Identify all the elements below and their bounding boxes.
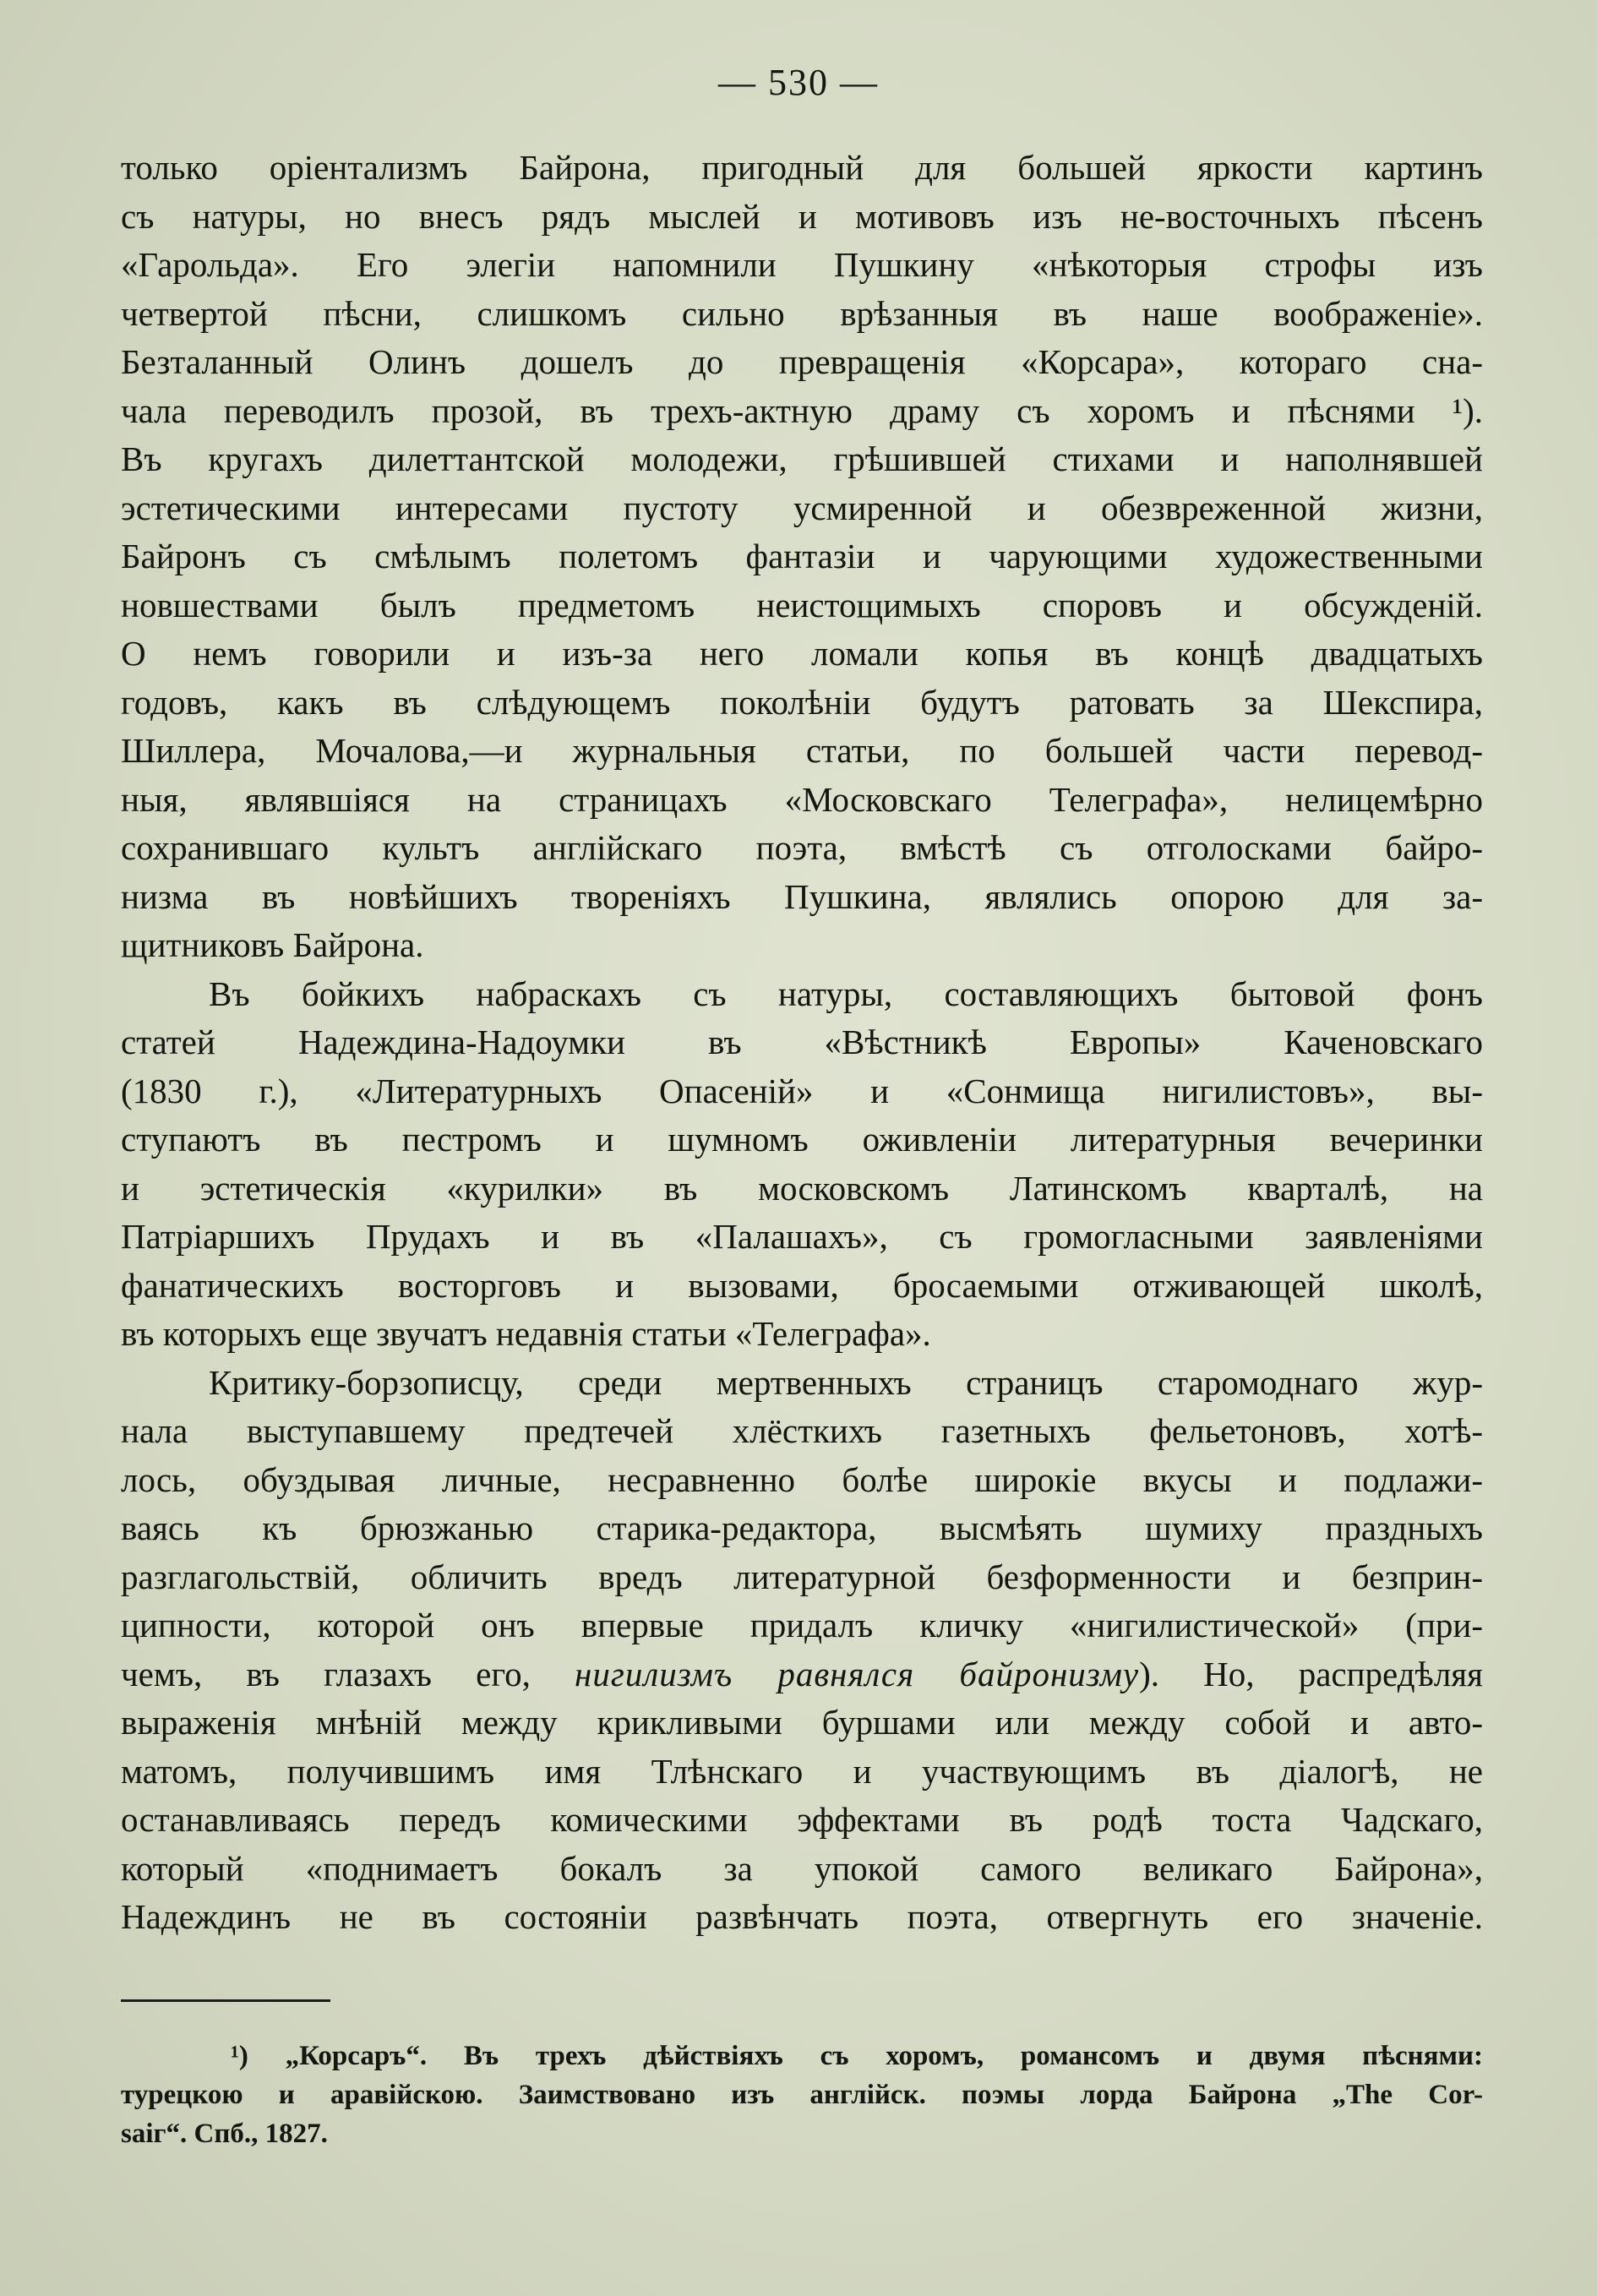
main-text bbox=[121, 144, 1483, 1942]
text-line: ступаютъ въ пестромъ и шумномъ оживленіи литературныя вечеринки bbox=[121, 1120, 1483, 1159]
text-segment: чемъ, въ глазахъ его, bbox=[121, 1654, 575, 1693]
footnote-line: турецкою и аравійскою. Заимствовано изъ англійск. поэмы лорда Байрона „The Cor- bbox=[121, 2080, 1483, 2110]
text-line: эстетическими интересами пустоту усмиренной и обезвреженной жизни, bbox=[121, 488, 1483, 527]
text-line: Байронъ съ смѣлымъ полетомъ фантазіи и чарующими художественными bbox=[121, 537, 1483, 575]
text-line: (1830 г.), «Литературныхъ Опасеній» и «Сонмища нигилистовъ», вы- bbox=[121, 1071, 1483, 1110]
text-line: Въ кругахъ дилеттантской молодежи, грѣшившей стихами и наполнявшей bbox=[121, 439, 1483, 478]
text-line: который «поднимаетъ бокалъ за упокой самого великаго Байрона», bbox=[121, 1848, 1483, 1888]
footnote-line: ¹) „Корсаръ“. Въ трехъ дѣйствіяхъ съ хоромъ, романсомъ и двумя пѣснями: bbox=[231, 2041, 1483, 2071]
text-line: О немъ говорили и изъ-за него ломали копья въ концѣ двадцатыхъ bbox=[121, 634, 1483, 673]
text-line: статей Надеждина-Надоумки въ «Вѣстникѣ Европы» Каченовскаго bbox=[121, 1023, 1483, 1061]
text-line: въ которыхъ еще звучатъ недавнія статьи «Телеграфа». bbox=[121, 1314, 931, 1353]
footnote-separator bbox=[121, 1999, 330, 2002]
page-number: — 530 — bbox=[718, 62, 879, 103]
text-line: ваясь къ брюзжанью старика-редактора, высмѣять шумиху праздныхъ bbox=[121, 1508, 1483, 1547]
text-line: Въ бойкихъ набраскахъ съ натуры, составляющихъ бытовой фонъ bbox=[209, 973, 1483, 1013]
text-line: чала переводилъ прозой, въ трехъ-актную драму съ хоромъ и пѣснями ¹). bbox=[121, 390, 1483, 430]
text-line: Безталанный Олинъ дошелъ до превращенія «Корсара», котораго сна- bbox=[121, 342, 1483, 381]
text-line: и эстетическія «курилки» въ московскомъ Латинскомъ кварталѣ, на bbox=[121, 1168, 1483, 1208]
text-line: ныя, являвшіяся на страницахъ «Московскаго Телеграфа», нелицемѣрно bbox=[121, 779, 1483, 819]
text-line: только оріентализмъ Байрона, пригодный для большей яркости картинъ bbox=[121, 148, 1483, 187]
text-line: выраженія мнѣній между крикливыми буршами или между собой и авто- bbox=[121, 1703, 1483, 1742]
text-line: годовъ, какъ въ слѣдующемъ поколѣніи будутъ ратовать за Шекспира, bbox=[121, 682, 1483, 722]
text-line: Патріаршихъ Прудахъ и въ «Палашахъ», съ громогласными заявленіями bbox=[121, 1217, 1483, 1256]
text-line: низма въ новѣйшихъ твореніяхъ Пушкина, являлись опорою для за- bbox=[121, 876, 1483, 916]
text-line: фанатическихъ восторговъ и вызовами, бросаемыми отживающей школѣ, bbox=[121, 1265, 1483, 1305]
text-line: ципности, которой онъ впервые придалъ кличку «нигилистической» (при- bbox=[121, 1606, 1483, 1644]
text-line: сохранившаго культъ англійскаго поэта, вмѣстѣ съ отголосками байро- bbox=[121, 828, 1483, 867]
text-line: Шиллера, Мочалова,—и журнальныя статьи, по большей части перевод- bbox=[121, 731, 1483, 770]
text-line: матомъ, получившимъ имя Тлѣнскаго и участвующимъ въ діалогѣ, не bbox=[121, 1751, 1483, 1791]
text-line: разглагольствій, обличить вредъ литературной безформенности и безприн- bbox=[121, 1557, 1483, 1596]
italic-phrase: нигилизмъ равнялся байронизму bbox=[575, 1654, 1140, 1693]
text-line: щитниковъ Байрона. bbox=[121, 925, 424, 964]
text-line: лось, обуздывая личные, несравненно болѣе широкіе вкусы и подлажи- bbox=[121, 1459, 1483, 1499]
text-line: Надеждинъ не въ состояніи развѣнчать поэта, отвергнуть его значеніе. bbox=[121, 1897, 1483, 1936]
text-line: Критику-борзописцу, среди мертвенныхъ страницъ старомоднаго жур- bbox=[209, 1362, 1483, 1402]
footnote-line: saiг“. Спб., 1827. bbox=[121, 2119, 328, 2149]
text-line: четвертой пѣсни, слишкомъ сильно врѣзанныя въ наше воображеніе». bbox=[121, 293, 1483, 333]
text-line: останавливаясь передъ комическими эффектами въ родѣ тоста Чадскаго, bbox=[121, 1800, 1483, 1839]
text-line: «Гарольда». Его элегіи напомнили Пушкину «нѣкоторыя строфы изъ bbox=[121, 245, 1483, 284]
text-line: новшествами былъ предметомъ неистощимыхъ споровъ и обсужденій. bbox=[121, 585, 1483, 624]
text-line: нала выступавшему предтечей хлёсткихъ газетныхъ фельетоновъ, хотѣ- bbox=[121, 1411, 1483, 1450]
text-line-with-italic bbox=[121, 1650, 1483, 1699]
text-line: съ натуры, но внесъ рядъ мыслей и мотивовъ изъ не-восточныхъ пѣсенъ bbox=[121, 196, 1483, 236]
footnote bbox=[121, 2037, 1483, 2153]
text-segment: ). Но, распредѣляя bbox=[1139, 1654, 1483, 1693]
